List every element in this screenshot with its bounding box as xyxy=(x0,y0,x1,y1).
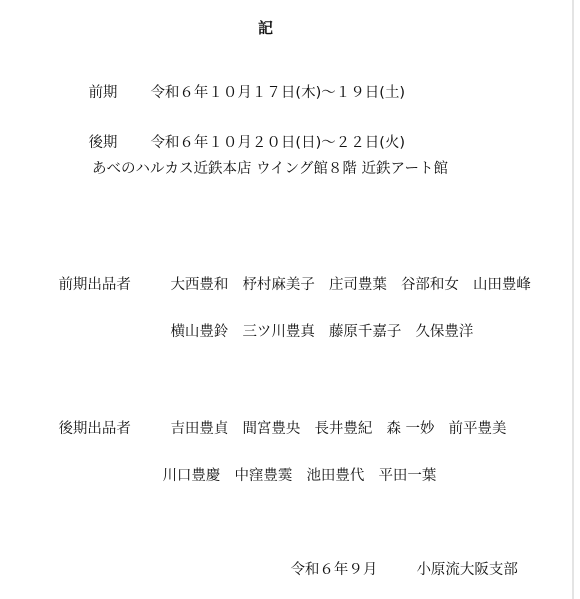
second-term-dates: 令和６年１０月２０日(日)～２２日(火) xyxy=(150,135,406,151)
exhibitor-name: 森 一妙 xyxy=(386,421,435,437)
second-term-exhibitors-row-1 xyxy=(40,402,507,456)
exhibitor-name: 庄司豊葉 xyxy=(328,277,387,293)
exhibitor-name: 池田豊代 xyxy=(306,468,365,484)
exhibitor-name: 大西豊和 xyxy=(170,277,229,293)
page-edge xyxy=(572,0,574,599)
exhibitor-name: 谷部和女 xyxy=(400,277,459,293)
exhibitor-name: 久保豊洋 xyxy=(415,324,474,340)
first-term-exhibitors-label: 前期出品者 xyxy=(58,277,131,293)
exhibitor-name: 平田一葉 xyxy=(378,468,437,484)
first-term-dates: 令和６年１０月１７日(木)～１９日(土) xyxy=(150,85,406,101)
exhibitor-name: 長井豊紀 xyxy=(314,421,373,437)
exhibitor-name: 川口豊慶 xyxy=(162,468,221,484)
second-term-exhibitors-label: 後期出品者 xyxy=(58,421,131,437)
exhibitor-name: 藤原千嘉子 xyxy=(328,324,402,340)
notice-title: 記 xyxy=(258,19,274,37)
exhibitor-name: 横山豊鈴 xyxy=(170,324,229,340)
exhibitor-name: 三ツ川豊真 xyxy=(242,324,315,340)
exhibitor-name: 山田豊峰 xyxy=(472,277,531,293)
exhibitor-name: 前平豊美 xyxy=(448,421,507,437)
footer-date: 令和６年９月 xyxy=(290,562,378,578)
first-term-row xyxy=(70,66,405,120)
exhibitor-name: 中窪豊霙 xyxy=(234,468,293,484)
venue: あべのハルカス近鉄本店 ウイング館８階 近鉄アート館 xyxy=(92,161,449,177)
first-term-label: 前期 xyxy=(88,85,118,101)
footer xyxy=(272,543,518,597)
exhibitor-name: 杼村麻美子 xyxy=(242,277,315,293)
second-term-exhibitors-row-2 xyxy=(144,449,436,503)
first-term-exhibitors-row-2 xyxy=(152,305,473,359)
exhibitor-name: 吉田豊貞 xyxy=(170,421,229,437)
second-term-label: 後期 xyxy=(88,135,118,151)
first-term-exhibitors-row-1 xyxy=(40,258,531,312)
exhibitor-name: 間宮豊央 xyxy=(242,421,301,437)
footer-organization: 小原流大阪支部 xyxy=(416,562,518,578)
